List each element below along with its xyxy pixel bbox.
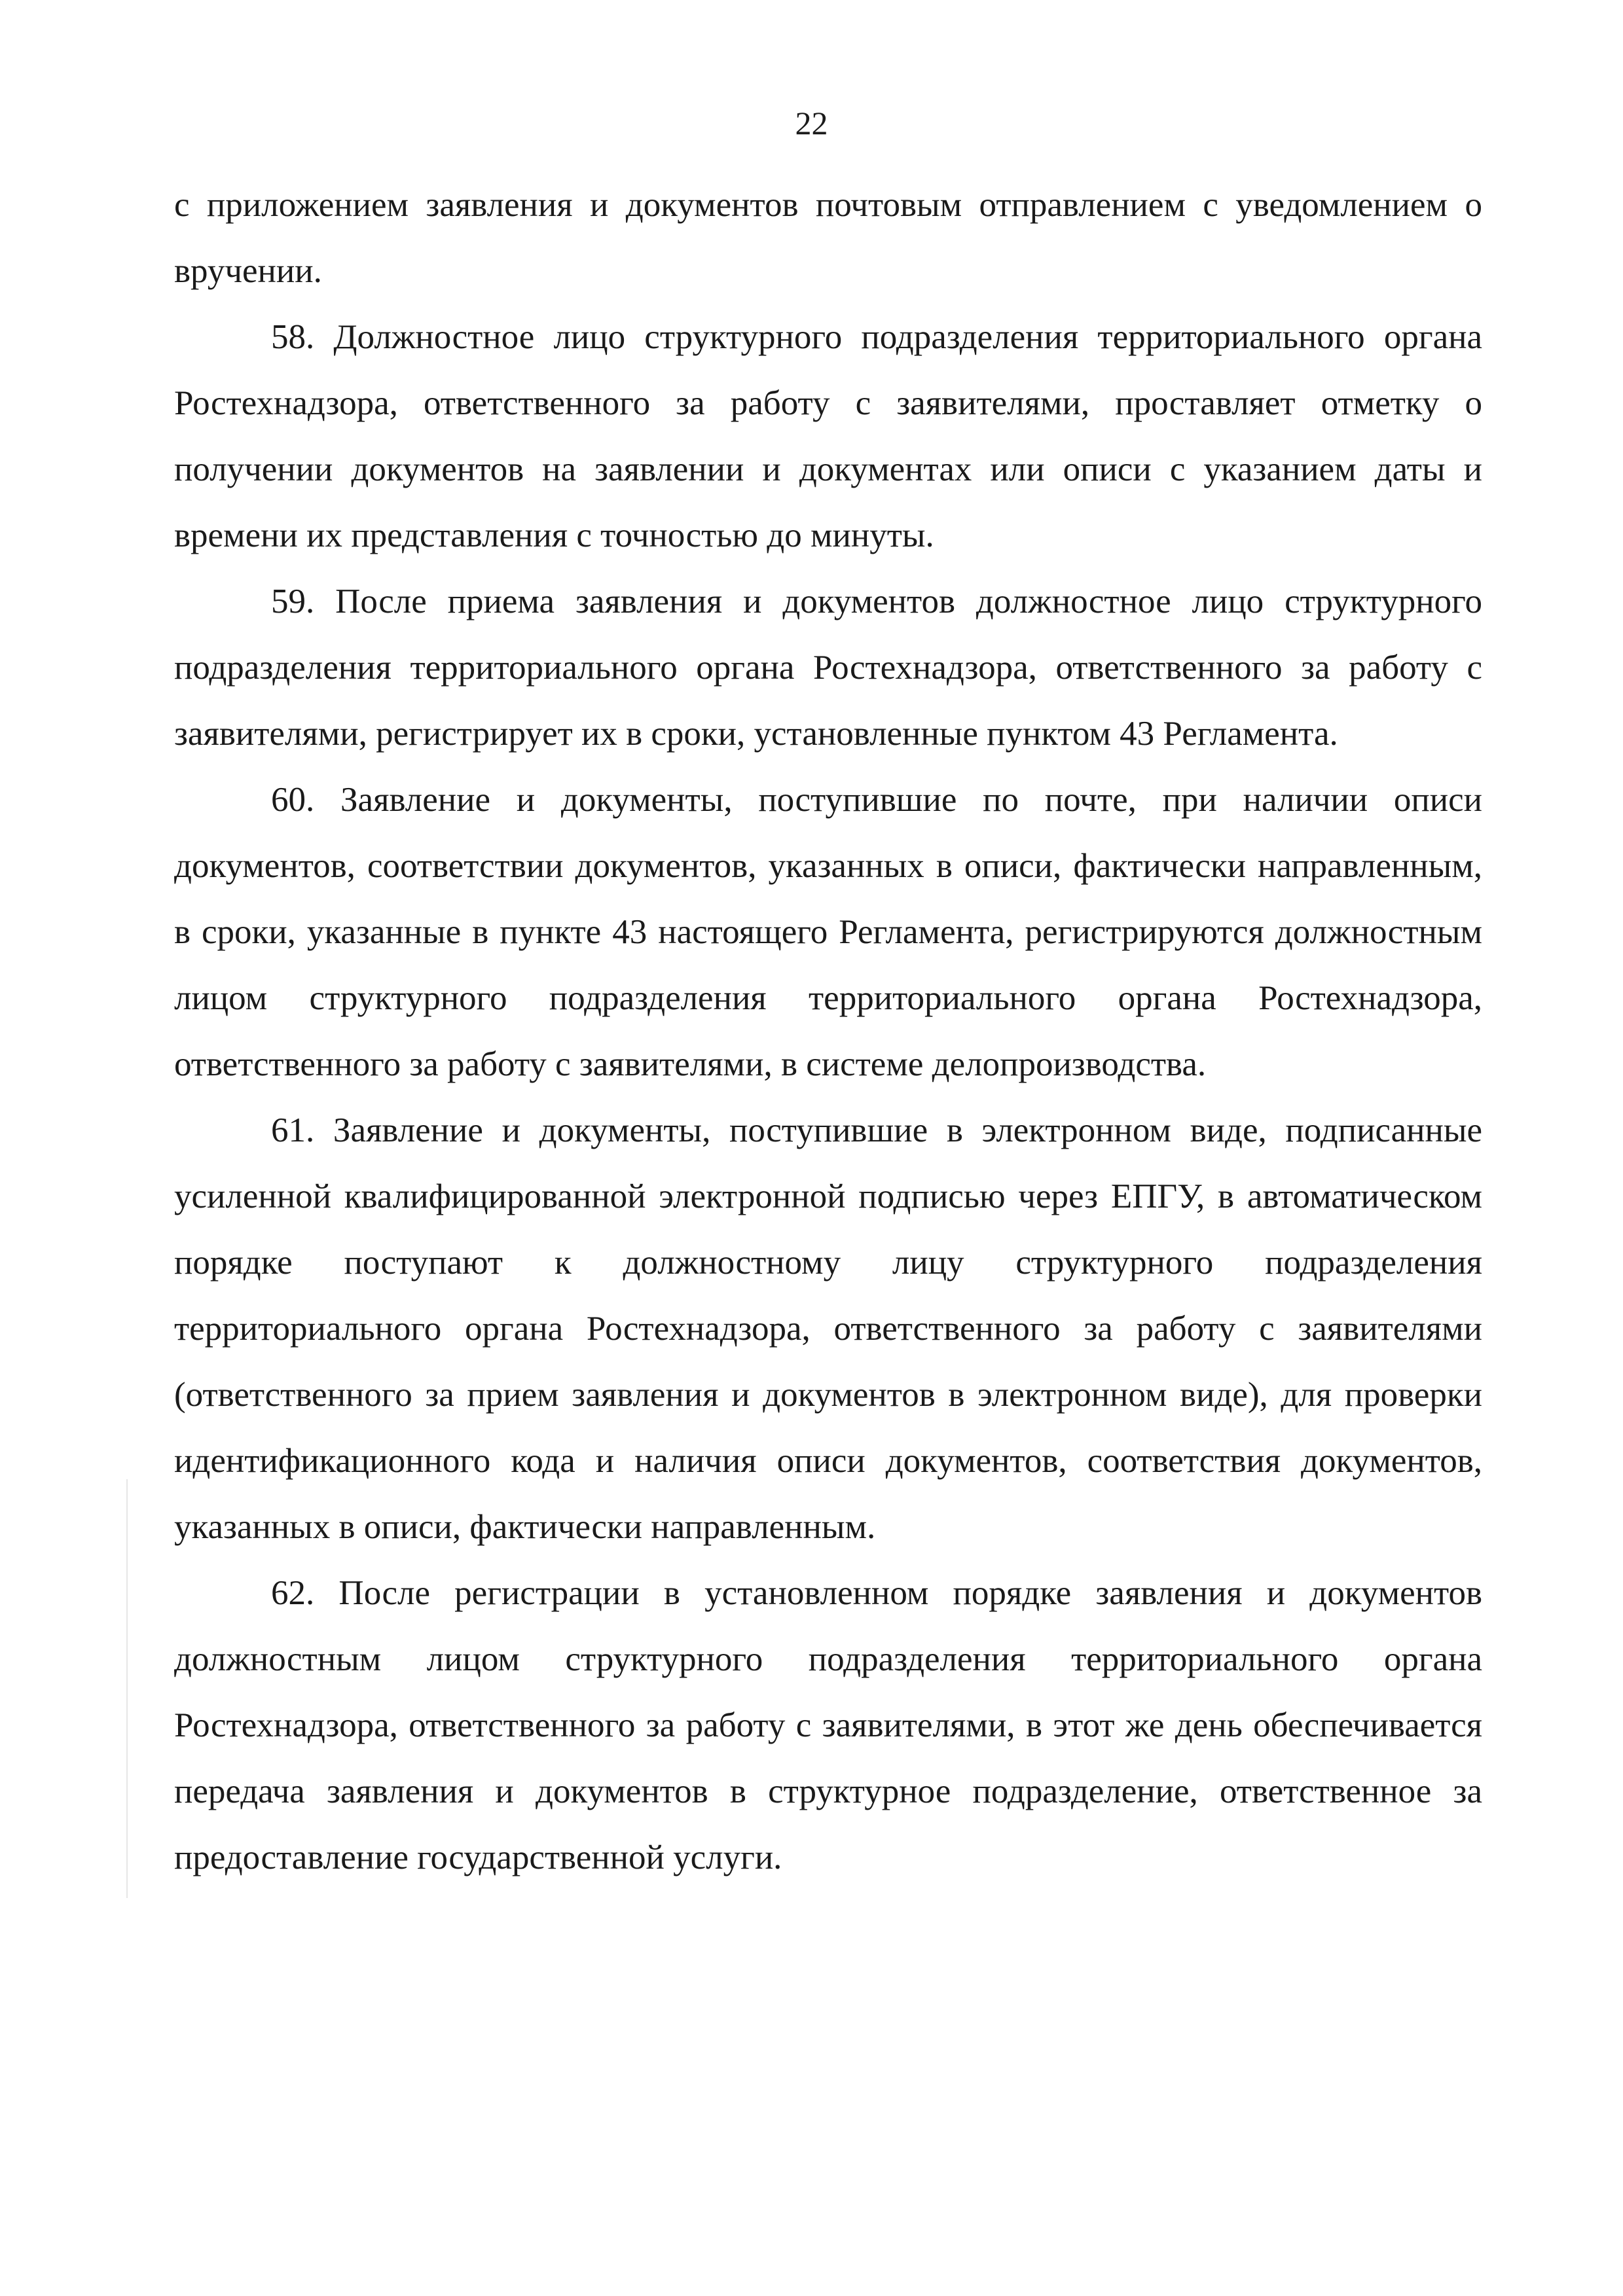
- paragraph-58: 58. Должностное лицо структурного подразделения территориального органа Ростехнадзора, ответственного за работу с заявителями, проставляет отметку о получении документов на заявлении и документах или описи с указанием даты и времени их представления с точностью до минуты.: [174, 318, 1482, 554]
- paragraph-continuation: с приложением заявления и документов почтовым отправлением с уведомлением о вручении.: [174, 186, 1482, 290]
- paragraph-60: 60. Заявление и документы, поступившие по почте, при наличии описи документов, соответствии документов, указанных в описи, фактически направленным, в сроки, указанные в пункте 43 настоящего Регламента, регистрируются должностным лицом структурного подразделения территориального органа Ростехнадзора, ответственного за работу с заявителями, в системе делопроизводства.: [174, 781, 1482, 1083]
- paragraph-62: 62. После регистрации в установленном порядке заявления и документов должностным лицом структурного подразделения территориального органа Ростехнадзора, ответственного за работу с заявителями, в этот же день обеспечивается передача заявления и документов в структурное подразделение, ответственное за предоставление государственной услуги.: [174, 1574, 1482, 1876]
- document-body: [174, 172, 1482, 1891]
- paragraph-59: 59. После приема заявления и документов должностное лицо структурного подразделения территориального органа Ростехнадзора, ответственного за работу с заявителями, регистрирует их в сроки, установленные пунктом 43 Регламента.: [174, 583, 1482, 753]
- faint-margin-mark: [126, 1479, 128, 1898]
- page-number: 22: [795, 105, 828, 141]
- paragraph-61: 61. Заявление и документы, поступившие в электронном виде, подписанные усиленной квалифицированной электронной подписью через ЕПГУ, в автоматическом порядке поступают к должностному лицу структурного подразделения территориального органа Ростехнадзора, ответственного за работу с заявителями (ответственного за прием заявления и документов в электронном виде), для проверки идентификационного кода и наличия описи документов, соответствия документов, указанных в описи, фактически направленным.: [174, 1111, 1482, 1546]
